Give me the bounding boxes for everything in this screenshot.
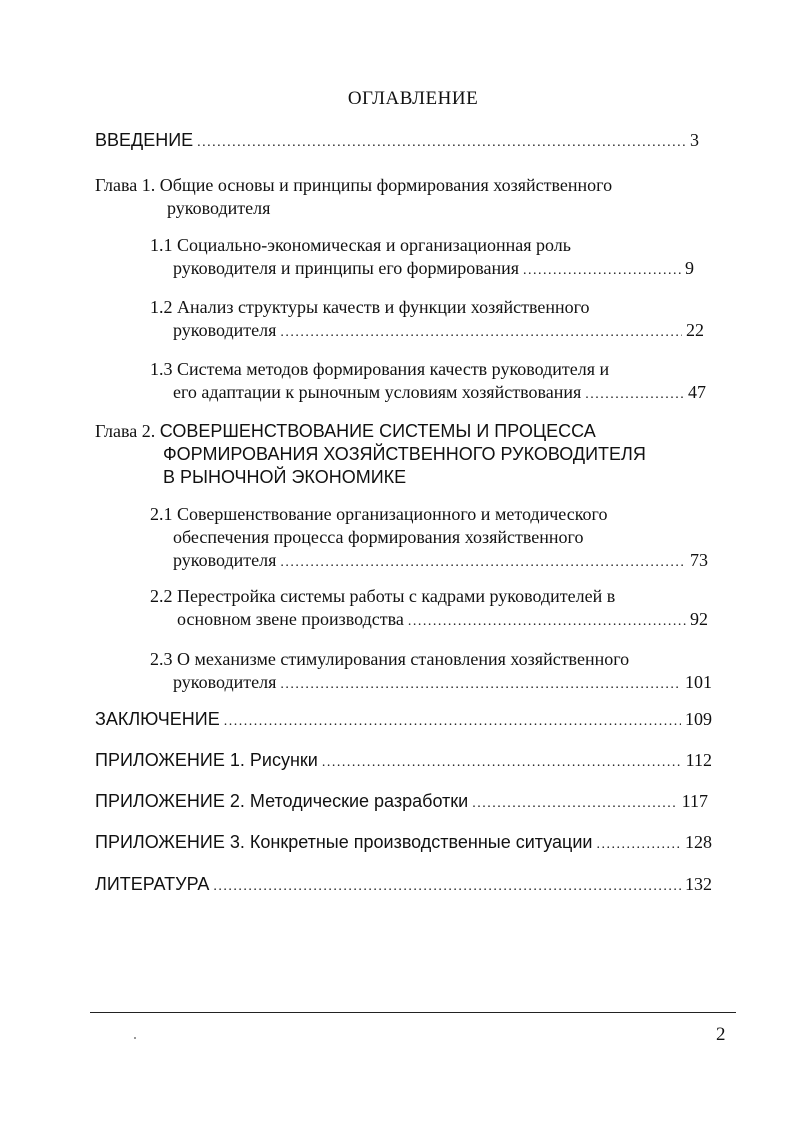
- toc-label: ПРИЛОЖЕНИЕ 1. Рисунки: [95, 750, 318, 770]
- toc-entry-2-1[interactable]: [150, 503, 708, 574]
- footer-rule: [90, 1012, 736, 1013]
- toc-label: ЛИТЕРАТУРА: [95, 874, 210, 894]
- chapter-heading-line: руководителя: [167, 198, 271, 218]
- toc-entry-1-2[interactable]: [150, 296, 704, 344]
- toc-entry-appendix-2[interactable]: [95, 790, 708, 815]
- section-line: 1.2 Анализ структуры качеств и функции хозяйственного: [150, 297, 590, 317]
- section-line: 2.2 Перестройка системы работы с кадрами руководителей в: [150, 586, 616, 606]
- chapter-heading-line: В РЫНОЧНОЙ ЭКОНОМИКЕ: [163, 467, 407, 487]
- section-line: руководителя: [173, 550, 277, 570]
- section-line: 1.3 Система методов формирования качеств руководителя и: [150, 359, 610, 379]
- page-number: 2: [716, 1024, 726, 1045]
- toc-page: 92: [690, 609, 708, 629]
- toc-label: ПРИЛОЖЕНИЕ 2. Методические разработки: [95, 791, 469, 811]
- chapter-heading-line: СОВЕРШЕНСТВОВАНИЕ СИСТЕМЫ И ПРОЦЕССА: [159, 421, 596, 441]
- toc-chapter-1[interactable]: [95, 174, 705, 220]
- toc-chapter-2[interactable]: [95, 420, 715, 489]
- footer-speck: [134, 1037, 136, 1039]
- dot-leader: [523, 259, 681, 282]
- toc-page: 132: [685, 874, 712, 894]
- section-line: 1.1 Социально-экономическая и организационная роль: [150, 235, 571, 255]
- toc-page: 109: [685, 709, 712, 729]
- toc-page: 47: [688, 382, 706, 402]
- section-line: руководителя и принципы его формирования: [173, 258, 520, 278]
- toc-page: 3: [690, 130, 699, 150]
- dot-leader: [322, 751, 682, 774]
- toc-page: 128: [685, 832, 712, 852]
- dot-leader: [197, 131, 686, 154]
- toc-label: ПРИЛОЖЕНИЕ 3. Конкретные производственные ситуации: [95, 832, 593, 852]
- toc-page: 101: [685, 672, 712, 692]
- toc-entry-2-3[interactable]: [150, 648, 712, 696]
- section-line: 2.1 Совершенствование организационного и методического: [150, 504, 608, 524]
- section-line: 2.3 О механизме стимулирования становления хозяйственного: [150, 649, 630, 669]
- dot-leader: [596, 833, 681, 856]
- toc-entry-literature[interactable]: [95, 873, 712, 898]
- toc-page: 9: [685, 258, 694, 278]
- toc-entry-1-1[interactable]: [150, 234, 694, 282]
- dot-leader: [280, 551, 686, 574]
- toc-page: 73: [690, 550, 708, 570]
- toc-entry-appendix-1[interactable]: [95, 749, 712, 774]
- section-line: основном звене производства: [177, 609, 404, 629]
- toc-entry-2-2[interactable]: [150, 585, 708, 633]
- page-title: ОГЛАВЛЕНИЕ: [347, 88, 479, 109]
- toc-entry-conclusion[interactable]: [95, 708, 712, 733]
- toc-entry-intro[interactable]: [95, 129, 699, 154]
- dot-leader: [280, 673, 681, 696]
- section-line: его адаптации к рыночным условиям хозяйствования: [173, 382, 582, 402]
- section-line: руководителя: [173, 320, 277, 340]
- dot-leader: [472, 792, 677, 815]
- dot-leader: [585, 383, 684, 406]
- toc-label: ВВЕДЕНИЕ: [95, 130, 194, 150]
- toc-entry-1-3[interactable]: [150, 358, 706, 406]
- section-line: обеспечения процесса формирования хозяйственного: [173, 527, 584, 547]
- chapter-prefix: Глава 2.: [95, 421, 156, 441]
- section-line: руководителя: [173, 672, 277, 692]
- toc-page: 117: [681, 791, 708, 811]
- toc-label: ЗАКЛЮЧЕНИЕ: [95, 709, 220, 729]
- dot-leader: [280, 321, 682, 344]
- chapter-heading-line: Глава 1. Общие основы и принципы формирования хозяйственного: [95, 175, 613, 195]
- dot-leader: [408, 610, 686, 633]
- dot-leader: [224, 710, 681, 733]
- chapter-heading-line: ФОРМИРОВАНИЯ ХОЗЯЙСТВЕННОГО РУКОВОДИТЕЛЯ: [163, 444, 646, 464]
- toc-page: 112: [685, 750, 712, 770]
- toc-page: 22: [686, 320, 704, 340]
- dot-leader: [213, 875, 681, 898]
- toc-entry-appendix-3[interactable]: [95, 831, 712, 856]
